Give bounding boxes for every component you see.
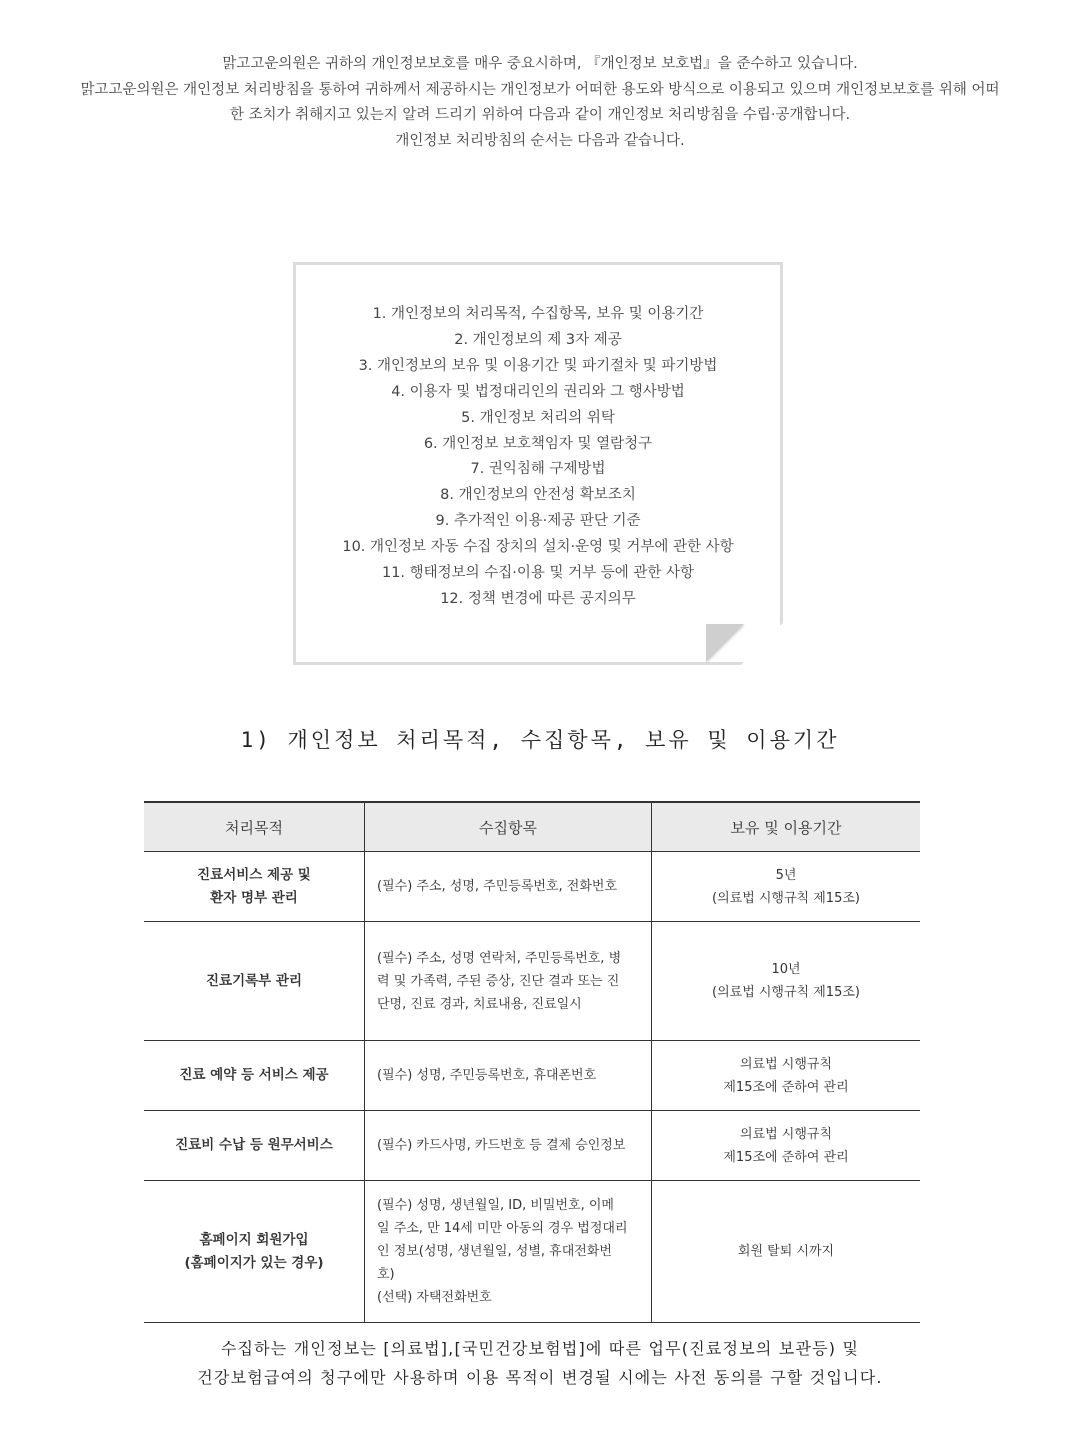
cell-line: 5년 [775,867,797,883]
intro-line: 맑고고운의원은 귀하의 개인정보보호를 매우 중요시하며, 『개인정보 보호법』을 준수하고 있습니다. [222,56,858,72]
table-header-row [144,802,920,852]
cell-line: (필수) 성명, 주민등록번호, 휴대폰번호 [377,1068,597,1083]
intro-line: 개인정보 처리방침의 순서는 다음과 같습니다. [395,132,685,149]
cell-line: 인 정보(성명, 생년월일, 성별, 휴대전화번 [377,1244,612,1259]
cell-line: 진료기록부 관리 [206,972,302,989]
toc-item: 12. 정책 변경에 따른 공지의무 [440,590,636,607]
intro-paragraph [0,52,1080,154]
cell-line: 력 및 가족력, 주된 증상, 진단 결과 또는 진 [377,973,620,989]
items-cell [365,922,652,1041]
period-cell [652,852,921,922]
page-curl-mask [741,623,783,665]
cell-line: (의료법 시행규칙 제15조) [712,890,860,906]
cell-line: 단명, 진료 경과, 치료내용, 진료일시 [377,996,582,1012]
toc-item: 10. 개인정보 자동 수집 장치의 설치·운영 및 거부에 관한 사항 [342,539,734,556]
cell-line: 홈페이지 회원가입 [199,1231,309,1248]
cell-line: (홈페이지가 있는 경우) [184,1254,324,1271]
column-header-items: 수집항목 [365,802,652,852]
footer-line: 건강보험급여의 청구에만 사용하며 이용 목적이 변경될 시에는 사전 동의를 구할 것입니다. [197,1368,883,1387]
intro-line: 맑고고운의원은 개인정보 처리방침을 통하여 귀하께서 제공하시는 개인정보가 어떠한 용도와 방식으로 이용되고 있으며 개인정보보호를 위해 어떠 [80,81,1000,98]
period-cell [652,1111,921,1181]
section-title: 1) 개인정보 처리목적, 수집항목, 보유 및 이용기간 [240,728,840,752]
toc-item: 6. 개인정보 보호책임자 및 열람청구 [423,435,653,452]
items-cell [365,1111,652,1181]
table-row [144,922,920,1041]
period-cell [652,1041,921,1111]
toc-item: 3. 개인정보의 보유 및 이용기간 및 파기절차 및 파기방법 [358,357,718,374]
cell-line: 환자 명부 관리 [210,889,298,906]
table-row [144,1111,920,1181]
cell-line: 제15조에 준하여 관리 [723,1149,849,1165]
items-cell [365,852,652,922]
period-cell [652,922,921,1041]
cell-line: 호) [377,1267,395,1282]
cell-line: 회원 탈퇴 시까지 [737,1244,835,1259]
toc-item: 2. 개인정보의 제 3자 제공 [454,331,622,348]
table-row [144,852,920,922]
cell-line: (필수) 주소, 성명 연락처, 주민등록번호, 병 [377,950,622,966]
cell-line: (필수) 주소, 성명, 주민등록번호, 전화번호 [377,879,617,894]
cell-line: 10년 [771,962,801,977]
toc-item: 7. 권익침해 구제방법 [470,461,606,478]
intro-line: 한 조치가 취해지고 있는지 알려 드리기 위하여 다음과 같이 개인정보 처리방침을 수립·공개합니다. [229,107,851,123]
cell-line: 진료서비스 제공 및 [197,866,311,883]
cell-line: (필수) 성명, 생년월일, ID, 비밀번호, 이메 [377,1198,614,1213]
toc-item: 8. 개인정보의 안전성 확보조치 [440,487,636,504]
column-header-purpose: 처리목적 [144,802,365,852]
table-of-contents-card [293,262,783,665]
page-curl-icon [706,624,744,662]
items-cell [365,1041,652,1111]
toc-item: 9. 추가적인 이용·제공 판단 기준 [435,513,641,530]
toc-item: 4. 이용자 및 법정대리인의 권리와 그 행사방법 [391,383,685,400]
cell-line: 제15조에 준하여 관리 [723,1079,849,1095]
data-processing-table [144,801,920,1323]
cell-line: (선택) 자택전화번호 [377,1290,492,1305]
cell-line: 진료비 수납 등 원무서비스 [175,1137,333,1153]
toc-item: 1. 개인정보의 처리목적, 수집항목, 보유 및 이용기간 [372,306,704,322]
period-cell [652,1181,921,1323]
toc-item: 11. 행태정보의 수집·이용 및 거부 등에 관한 사항 [381,565,695,582]
cell-line: 일 주소, 만 14세 미만 아동의 경우 법정대리 [377,1221,628,1236]
footer-line: 수집하는 개인정보는 [의료법],[국민건강보험법]에 따른 업무(진료정보의 보관등) 및 [220,1339,860,1358]
purpose-cell [144,922,365,1041]
purpose-cell [144,1111,365,1181]
column-header-period: 보유 및 이용기간 [652,802,921,852]
items-cell [365,1181,652,1323]
cell-line: 진료 예약 등 서비스 제공 [179,1067,329,1083]
table-row [144,1041,920,1111]
cell-line: (의료법 시행규칙 제15조) [712,985,860,1000]
cell-line: 의료법 시행규칙 [739,1126,833,1142]
cell-line: 의료법 시행규칙 [739,1056,833,1072]
cell-line: (필수) 카드사명, 카드번호 등 결제 승인정보 [377,1138,626,1153]
table-row [144,1181,920,1323]
purpose-cell [144,1181,365,1323]
table-of-contents-list [296,302,780,613]
purpose-cell [144,852,365,922]
footer-note [0,1334,1080,1392]
toc-item: 5. 개인정보 처리의 위탁 [461,409,615,426]
purpose-cell [144,1041,365,1111]
